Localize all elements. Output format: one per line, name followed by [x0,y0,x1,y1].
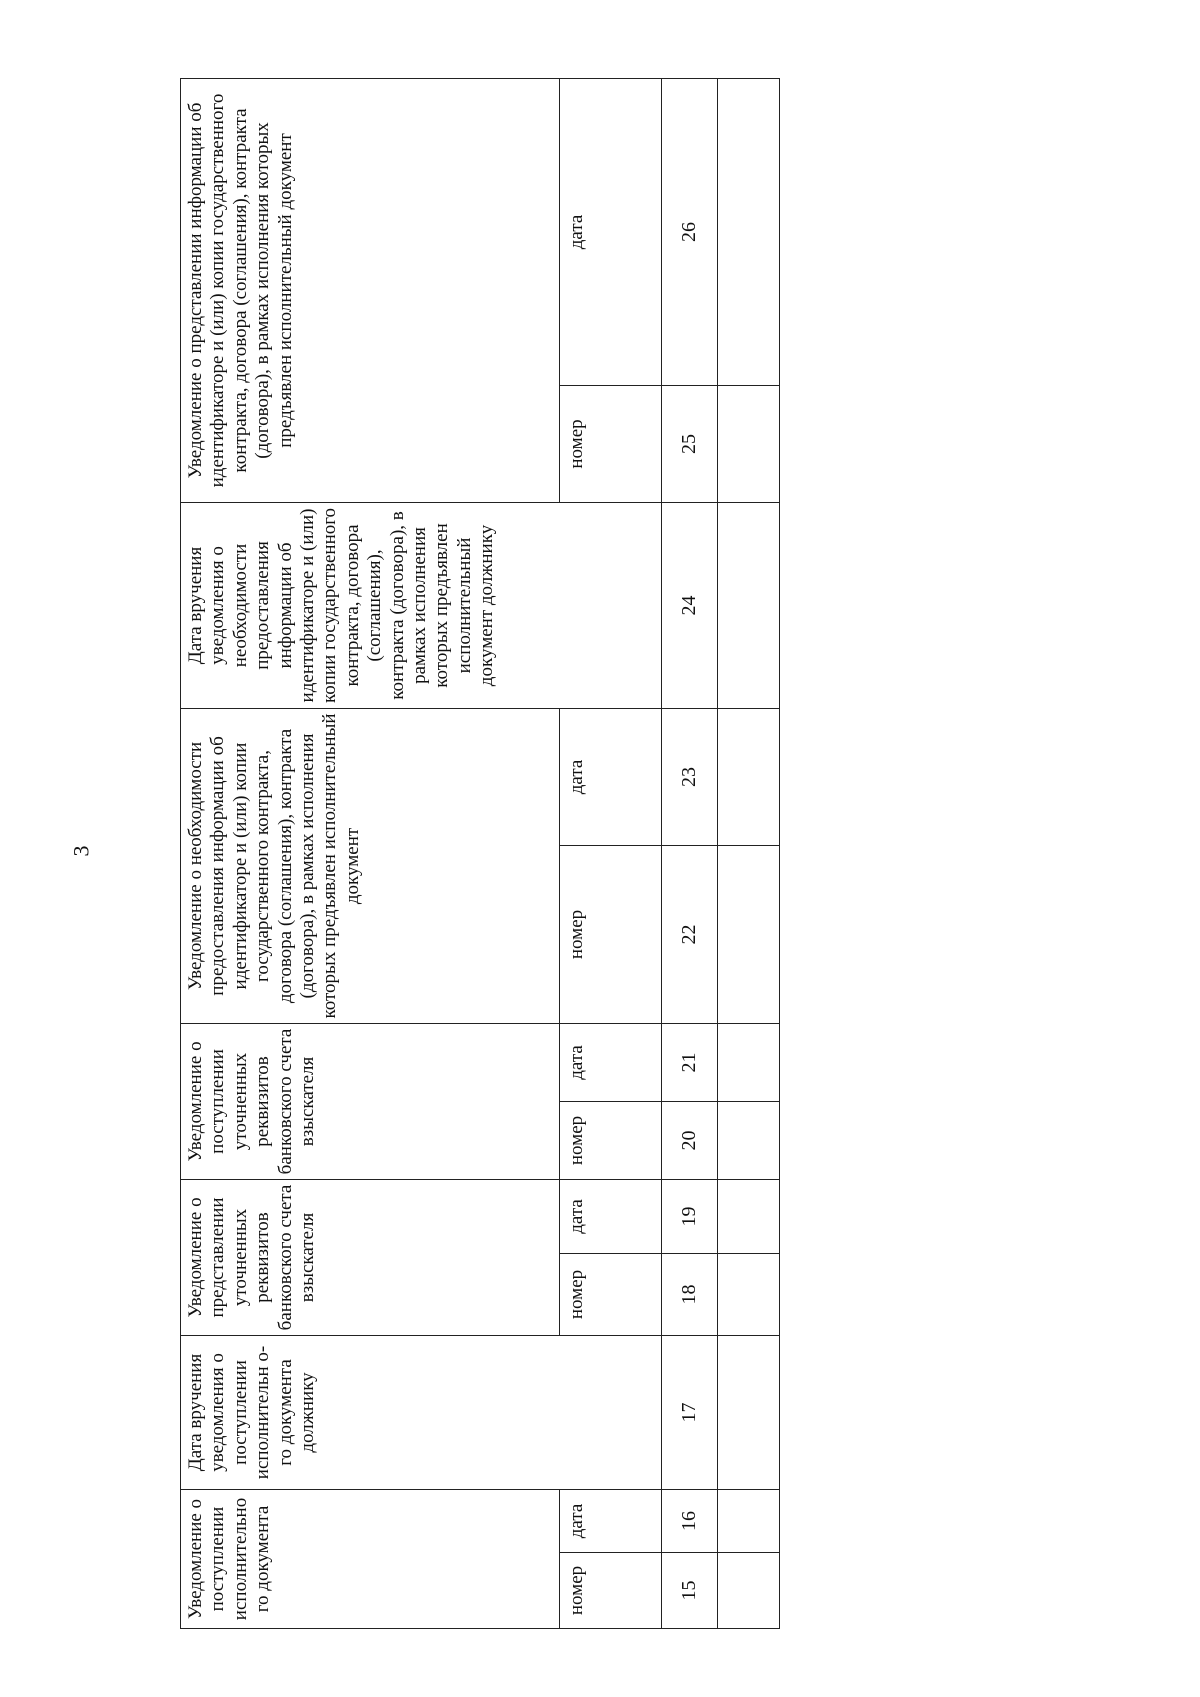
header-notice-bank-details-received: Уведомление о поступлении уточненных реквизитов банковского счета взыскателя [181,1023,560,1179]
header-delivery-date-receipt: Дата вручения уведомления о поступлении исполнительн о-го документа должнику [181,1335,662,1489]
subheader-number: номер [559,1101,661,1179]
column-number: 17 [662,1335,717,1489]
table-cell [717,708,779,845]
table-cell [717,1023,779,1101]
column-number: 16 [662,1489,717,1552]
subheader-number: номер [559,845,661,1023]
table-cell [717,1335,779,1489]
table-container [180,79,780,1629]
header-notice-bank-details-submitted: Уведомление о представлении уточненных реквизитов банковского счета взыскателя [181,1179,560,1335]
column-number: 25 [662,385,717,502]
table-cell [717,845,779,1023]
column-number: 20 [662,1101,717,1179]
header-delivery-date-identifier: Дата вручения уведомления о необходимости предоставления информации об идентификаторе и (или) копии государственного контракта, договора (соглашения), контракта (договора), в рамках исполнения которых предъявлен исполнительный документ должнику [181,502,662,708]
table-cell [717,1101,779,1179]
column-number: 26 [662,78,717,385]
subheader-date: дата [559,1179,661,1253]
table-cell [717,1253,779,1335]
subheader-date: дата [559,708,661,845]
subheader-number: номер [559,385,661,502]
page-number: 3 [68,845,94,857]
subheader-date: дата [559,1489,661,1552]
subheader-date: дата [559,1023,661,1101]
table-cell [717,1553,779,1629]
header-notice-receipt: Уведомление о поступлении исполнительно го документа [181,1489,560,1628]
header-row [181,78,560,1628]
subheader-date: дата [559,78,661,385]
table-cell [717,1489,779,1552]
table-row [717,78,779,1628]
subheader-number: номер [559,1553,661,1629]
header-notice-identifier-needed: Уведомление о необходимости предоставления информации об идентификаторе и (или) копии государственного контракта, договора (соглашения), контракта (договора), в рамках исполнения которых предъявлен исполнительный документ [181,708,560,1023]
column-number: 22 [662,845,717,1023]
column-number: 24 [662,502,717,708]
column-number: 15 [662,1553,717,1629]
rotated-table [180,79,780,1629]
table-cell [717,1179,779,1253]
column-number: 18 [662,1253,717,1335]
column-number: 19 [662,1179,717,1253]
register-table [180,78,780,1629]
column-number: 21 [662,1023,717,1101]
column-numbers-row [662,78,717,1628]
subheader-number: номер [559,1253,661,1335]
header-notice-identifier-provided: Уведомление о представлении информации об идентификаторе и (или) копии государственного контракта, договора (соглашения), контракта (договора), в рамках исполнения которых предъявлен исполнительный документ [181,78,560,502]
table-cell [717,78,779,385]
column-number: 23 [662,708,717,845]
table-cell [717,502,779,708]
table-cell [717,385,779,502]
